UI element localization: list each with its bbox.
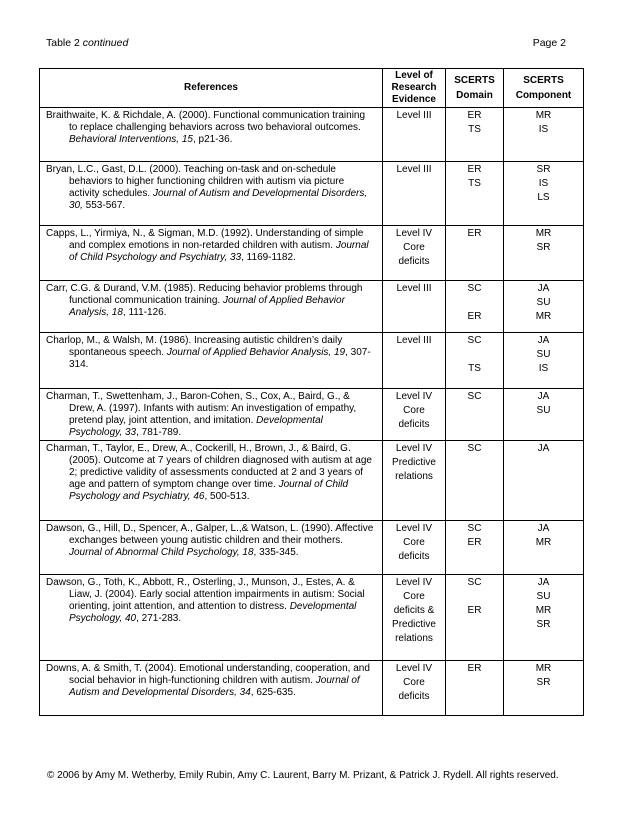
reference-text	[46, 443, 376, 503]
evidence-value: Predictive	[392, 619, 436, 630]
continued-label: continued	[82, 37, 129, 49]
domain-value: TS	[468, 124, 481, 135]
evidence-value: Core	[403, 677, 425, 688]
domain-cell	[446, 389, 504, 441]
reference-cell	[40, 162, 383, 226]
evidence-value: Level IV	[395, 663, 433, 674]
reference-authors-title: Charlop, M., & Walsh, M. (1986). Increasing autistic children’s daily spontaneous speech.	[46, 335, 343, 358]
evidence-header	[383, 69, 446, 108]
evidence-value: Level IV	[395, 577, 433, 588]
references-header: References	[40, 69, 383, 108]
evidence-cell	[383, 333, 446, 389]
reference-pages: , 111-126.	[122, 307, 167, 318]
reference-text	[46, 228, 376, 264]
reference-cell	[40, 108, 383, 162]
table-row	[40, 162, 584, 226]
reference-text	[46, 523, 376, 559]
reference-cell	[40, 441, 383, 521]
evidence-cell	[383, 575, 446, 661]
reference-journal: Developmental Psychology, 33	[69, 415, 323, 438]
component-value: JA	[537, 283, 550, 294]
reference-text	[46, 164, 376, 212]
component-cell	[504, 333, 584, 389]
evidence-value: Core	[403, 537, 425, 548]
component-value: IS	[538, 363, 549, 374]
domain-value: TS	[468, 178, 481, 189]
component-cell	[504, 226, 584, 281]
reference-text	[46, 391, 376, 439]
table-row	[40, 521, 584, 575]
reference-journal: Developmental Psychology, 40	[69, 601, 357, 624]
component-value: JA	[537, 335, 550, 346]
reference-pages: , 307-314.	[69, 347, 371, 370]
domain-value: ER	[467, 663, 482, 674]
reference-pages: 553-567.	[82, 200, 126, 211]
evidence-value: Core	[403, 242, 425, 253]
component-value: MR	[535, 311, 552, 322]
evidence-value: relations	[395, 633, 433, 644]
reference-text	[46, 663, 376, 699]
reference-pages: , 500-513.	[204, 491, 250, 502]
component-value: MR	[535, 110, 552, 121]
domain-value: ER	[467, 311, 482, 322]
component-value: SR	[536, 677, 551, 688]
domain-header-line: SCERTS	[454, 74, 495, 86]
component-value: MR	[535, 228, 552, 239]
component-value: SU	[536, 405, 551, 416]
domain-value	[446, 297, 503, 309]
domain-cell	[446, 441, 504, 521]
component-cell	[504, 661, 584, 716]
component-value: JA	[537, 391, 550, 402]
component-cell	[504, 162, 584, 226]
domain-value: ER	[467, 164, 482, 175]
domain-cell	[446, 162, 504, 226]
reference-pages: , 271-283.	[136, 613, 182, 624]
table-caption	[46, 37, 128, 49]
component-cell	[504, 575, 584, 661]
table-row	[40, 281, 584, 333]
component-cell	[504, 389, 584, 441]
component-value: SU	[536, 297, 551, 308]
reference-authors-title: Bryan, L.C., Gast, D.L. (2000). Teaching on-task and on-schedule behaviors to higher functioning children with autism via picture activity schedules.	[46, 164, 345, 199]
domain-value: SC	[467, 335, 482, 346]
reference-cell	[40, 575, 383, 661]
domain-cell	[446, 281, 504, 333]
domain-cell	[446, 575, 504, 661]
page-number: Page 2	[532, 37, 566, 49]
component-value: SR	[536, 242, 551, 253]
evidence-value: Level IV	[395, 228, 433, 239]
evidence-value: Level IV	[395, 391, 433, 402]
reference-text	[46, 577, 376, 625]
reference-cell	[40, 333, 383, 389]
domain-value: SC	[467, 523, 482, 534]
reference-pages: , p21-36.	[192, 134, 233, 145]
evidence-value: Core	[403, 405, 425, 416]
reference-cell	[40, 281, 383, 333]
table-row	[40, 108, 584, 162]
component-value: MR	[535, 605, 552, 616]
evidence-header-line: Research	[391, 82, 437, 93]
evidence-value: Level III	[396, 110, 432, 121]
domain-value: ER	[467, 537, 482, 548]
evidence-value: deficits	[398, 419, 430, 430]
component-header-line: SCERTS	[523, 74, 564, 86]
reference-journal: Journal of Child Psychology and Psychiatry, 46	[69, 479, 349, 502]
evidence-value: Core	[403, 591, 425, 602]
reference-text	[46, 335, 376, 371]
component-cell	[504, 281, 584, 333]
domain-cell	[446, 108, 504, 162]
component-value: IS	[538, 124, 549, 135]
evidence-value: relations	[395, 471, 433, 482]
component-value: JA	[537, 443, 550, 454]
reference-pages: , 781-789.	[136, 427, 182, 438]
domain-value: ER	[467, 110, 482, 121]
evidence-cell	[383, 108, 446, 162]
evidence-header-line: Evidence	[392, 94, 436, 105]
domain-cell	[446, 226, 504, 281]
component-value: SU	[536, 349, 551, 360]
component-header-line: Component	[515, 89, 572, 101]
table-row	[40, 575, 584, 661]
evidence-value: deficits &	[393, 605, 435, 616]
component-value: SR	[536, 164, 551, 175]
domain-cell	[446, 333, 504, 389]
component-value: JA	[537, 523, 550, 534]
reference-authors-title: Capps, L., Yirmiya, N., & Sigman, M.D. (1992). Understanding of simple and complex emotions in non-retarded children with autism.	[46, 228, 364, 251]
table-row	[40, 333, 584, 389]
component-value: IS	[538, 178, 549, 189]
domain-value	[446, 591, 503, 603]
evidence-cell	[383, 281, 446, 333]
evidence-cell	[383, 661, 446, 716]
table-header-row	[40, 69, 584, 108]
references-table	[39, 68, 584, 716]
reference-authors-title: Carr, C.G. & Durand, V.M. (1985). Reducing behavior problems through functional communication training.	[46, 283, 363, 306]
component-cell	[504, 441, 584, 521]
evidence-value: deficits	[398, 551, 430, 562]
reference-pages: , 1169-1182.	[241, 252, 296, 263]
evidence-value: deficits	[398, 691, 430, 702]
reference-cell	[40, 226, 383, 281]
component-header	[504, 69, 584, 108]
evidence-header-line: Level of	[395, 70, 433, 81]
domain-value: ER	[467, 605, 482, 616]
evidence-value: Predictive	[392, 457, 436, 468]
reference-journal: Journal of Applied Behavior Analysis, 19	[166, 347, 346, 358]
reference-pages: , 625-635.	[250, 687, 296, 698]
domain-value	[446, 349, 503, 361]
reference-cell	[40, 521, 383, 575]
evidence-cell	[383, 521, 446, 575]
domain-value: SC	[467, 443, 482, 454]
reference-journal: Journal of Abnormal Child Psychology, 18	[69, 547, 254, 558]
evidence-value: Level III	[396, 335, 432, 346]
component-value: SR	[536, 619, 551, 630]
reference-journal: Journal of Autism and Developmental Disorders, 34	[69, 675, 360, 698]
domain-value: SC	[467, 283, 482, 294]
reference-journal: Journal of Autism and Developmental Disorders, 30,	[69, 188, 368, 211]
evidence-cell	[383, 226, 446, 281]
reference-authors-title: Dawson, G., Toth, K., Abbott, R., Osterling, J., Munson, J., Estes, A. & Liaw, J. (2004). Early social attention impairments in autism: Social orienting, joint attention, and attention to distress.	[46, 577, 365, 612]
table-row	[40, 441, 584, 521]
reference-cell	[40, 389, 383, 441]
domain-value: ER	[467, 228, 482, 239]
component-value: SU	[536, 591, 551, 602]
domain-header-line: Domain	[456, 89, 493, 101]
component-value: MR	[535, 663, 552, 674]
domain-cell	[446, 661, 504, 716]
evidence-value: Level III	[396, 164, 432, 175]
table-row	[40, 661, 584, 716]
domain-header	[446, 69, 504, 108]
component-value: LS	[537, 192, 550, 203]
reference-journal: Behavioral Interventions, 15	[69, 134, 193, 145]
reference-authors-title: Braithwaite, K. & Richdale, A. (2000). Functional communication training to replace challenging behaviors across two behavioral outcomes.	[46, 110, 366, 133]
table-label: Table 2	[46, 37, 80, 49]
domain-value: TS	[468, 363, 481, 374]
evidence-cell	[383, 441, 446, 521]
reference-cell	[40, 661, 383, 716]
reference-journal: Journal of Child Psychology and Psychiatry, 33	[69, 240, 369, 263]
component-value: JA	[537, 577, 550, 588]
reference-text	[46, 110, 376, 146]
reference-authors-title: Charman, T., Taylor, E., Drew, A., Cockerill, H., Brown, J., & Baird, G. (2005). Outcome at 7 years of children diagnosed with autism at age 2; predictive validity of assessments conducted at 2 and 3 years of age and pattern of symptom change over time.	[46, 443, 372, 490]
reference-authors-title: Charman, T., Swettenham, J., Baron-Cohen, S., Cox, A., Baird, G., & Drew, A. (1997). Infants with autism: An investigation of empathy, pretend play, joint attention, and imitation.	[46, 391, 357, 426]
component-value: MR	[535, 537, 552, 548]
component-cell	[504, 521, 584, 575]
evidence-value: Level IV	[395, 523, 433, 534]
reference-authors-title: Downs, A. & Smith, T. (2004). Emotional understanding, cooperation, and social behavior in high-functioning children with autism.	[46, 663, 370, 686]
table-row	[40, 389, 584, 441]
evidence-cell	[383, 162, 446, 226]
evidence-value: Level III	[396, 283, 432, 294]
reference-journal: Journal of Applied Behavior Analysis, 18	[69, 295, 345, 318]
evidence-value: Level IV	[395, 443, 433, 454]
reference-text	[46, 283, 376, 319]
copyright-footer: © 2006 by Amy M. Wetherby, Emily Rubin, Amy C. Laurent, Barry M. Prizant, & Patrick J. Rydell. All rights reserved.	[47, 770, 559, 781]
domain-cell	[446, 521, 504, 575]
reference-pages: , 335-345.	[253, 547, 299, 558]
evidence-value: deficits	[398, 256, 430, 267]
table-body	[40, 108, 584, 716]
reference-authors-title: Dawson, G., Hill, D., Spencer, A., Galper, L.,& Watson, L. (1990). Affective exchanges between young autistic children and their mothers.	[46, 523, 374, 546]
component-cell	[504, 108, 584, 162]
domain-value: SC	[467, 391, 482, 402]
domain-value: SC	[467, 577, 482, 588]
evidence-cell	[383, 389, 446, 441]
table-row	[40, 226, 584, 281]
